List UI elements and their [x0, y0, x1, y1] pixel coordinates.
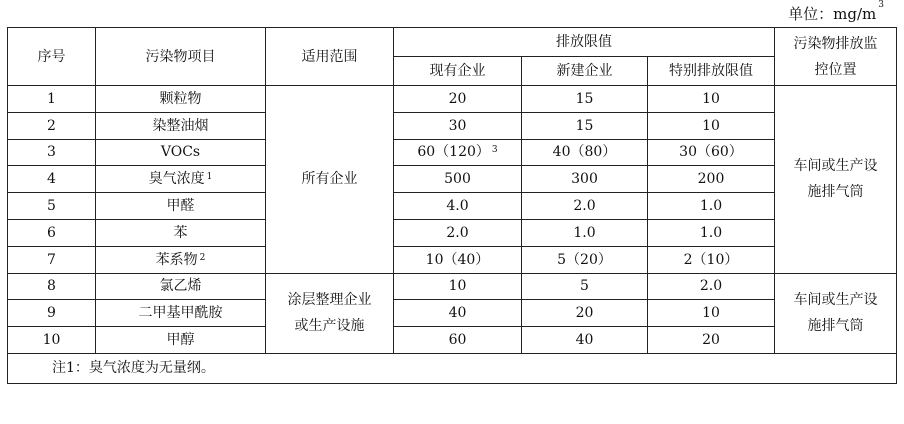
- scope-group-2: [266, 273, 394, 353]
- table-row: [8, 327, 897, 354]
- cell-item: 二甲基甲酰胺: [96, 300, 266, 327]
- cell-new: 5（20）: [522, 246, 648, 273]
- cell-special: 10: [648, 112, 775, 139]
- cell-new: 300: [522, 166, 648, 193]
- table-row: [8, 300, 897, 327]
- cell-new: 15: [522, 86, 648, 113]
- cell-new: 40（80）: [522, 139, 648, 166]
- cell-new: 2.0: [522, 193, 648, 220]
- cell-special: 30（60）: [648, 139, 775, 166]
- header-monitor: [775, 28, 897, 86]
- table-row: [8, 86, 897, 113]
- cell-item-value: 苯系物: [155, 251, 198, 268]
- cell-existing: 2.0: [394, 219, 522, 246]
- note-row: [8, 353, 897, 383]
- monitor-group-1-line2: 施排气筒: [807, 184, 864, 201]
- cell-new: 20: [522, 300, 648, 327]
- cell-item: 甲醇: [96, 327, 266, 354]
- header-monitor-line2: 控位置: [814, 61, 857, 78]
- cell-existing: 20: [394, 86, 522, 113]
- monitor-group-2-line1: 车间或生产设: [793, 292, 878, 309]
- monitor-group-1-line1: 车间或生产设: [793, 158, 878, 175]
- scope-group-1: 所有企业: [266, 86, 394, 274]
- cell-item: 颗粒物: [96, 86, 266, 113]
- cell-existing: 500: [394, 166, 522, 193]
- cell-no: 7: [8, 246, 96, 273]
- table-row: [8, 193, 897, 220]
- cell-no: 6: [8, 219, 96, 246]
- cell-new: 40: [522, 327, 648, 354]
- monitor-group-2-line2: 施排气筒: [807, 318, 864, 335]
- cell-item: [96, 166, 266, 193]
- cell-item: [96, 246, 266, 273]
- table-row: [8, 139, 897, 166]
- unit-label: [788, 0, 884, 24]
- cell-no: 8: [8, 273, 96, 300]
- unit-text: 单位：mg/m: [788, 5, 877, 23]
- footnote-marker: 2: [199, 252, 206, 263]
- cell-existing: 40: [394, 300, 522, 327]
- cell-no: 2: [8, 112, 96, 139]
- header-existing: 现有企业: [394, 57, 522, 86]
- monitor-group-2: [775, 273, 897, 353]
- footnote-marker: 1: [206, 172, 213, 183]
- cell-existing: 10: [394, 273, 522, 300]
- cell-no: 3: [8, 139, 96, 166]
- cell-existing-value: 60（120）: [417, 144, 490, 161]
- cell-item: 甲醛: [96, 193, 266, 220]
- cell-special: 2.0: [648, 273, 775, 300]
- cell-no: 5: [8, 193, 96, 220]
- cell-item-value: 臭气浓度: [148, 171, 205, 188]
- footnote-marker: 3: [491, 145, 498, 156]
- cell-existing: [394, 139, 522, 166]
- cell-item: VOCs: [96, 139, 266, 166]
- cell-special: 1.0: [648, 219, 775, 246]
- header-limits: 排放限值: [394, 28, 775, 57]
- unit-superscript: 3: [878, 0, 884, 10]
- cell-no: 9: [8, 300, 96, 327]
- cell-new: 5: [522, 273, 648, 300]
- cell-no: 4: [8, 166, 96, 193]
- cell-item: 苯: [96, 219, 266, 246]
- monitor-group-1: [775, 86, 897, 274]
- header-monitor-line1: 污染物排放监: [793, 35, 878, 52]
- cell-special: 1.0: [648, 193, 775, 220]
- cell-special: 2（10）: [648, 246, 775, 273]
- emission-limits-table: [7, 27, 897, 384]
- cell-item: 氯乙烯: [96, 273, 266, 300]
- header-new: 新建企业: [522, 57, 648, 86]
- cell-existing: 30: [394, 112, 522, 139]
- cell-item: 染整油烟: [96, 112, 266, 139]
- scope-group-2-line1: 涂层整理企业: [287, 292, 372, 309]
- header-item: 污染物项目: [96, 28, 266, 86]
- cell-no: 1: [8, 86, 96, 113]
- cell-special: 20: [648, 327, 775, 354]
- cell-existing: 10（40）: [394, 246, 522, 273]
- table-row: [8, 219, 897, 246]
- table-row: [8, 112, 897, 139]
- cell-special: 10: [648, 86, 775, 113]
- cell-new: 15: [522, 112, 648, 139]
- cell-special: 10: [648, 300, 775, 327]
- header-special: 特别排放限值: [648, 57, 775, 86]
- cell-new: 1.0: [522, 219, 648, 246]
- header-scope: 适用范围: [266, 28, 394, 86]
- header-row-1: [8, 28, 897, 57]
- table-row: [8, 273, 897, 300]
- cell-no: 10: [8, 327, 96, 354]
- cell-existing: 4.0: [394, 193, 522, 220]
- cell-existing: 60: [394, 327, 522, 354]
- scope-group-2-line2: 或生产设施: [294, 318, 365, 335]
- header-no: 序号: [8, 28, 96, 86]
- table-row: [8, 246, 897, 273]
- table-row: [8, 166, 897, 193]
- table-note: 注1：臭气浓度为无量纲。: [8, 353, 897, 383]
- cell-special: 200: [648, 166, 775, 193]
